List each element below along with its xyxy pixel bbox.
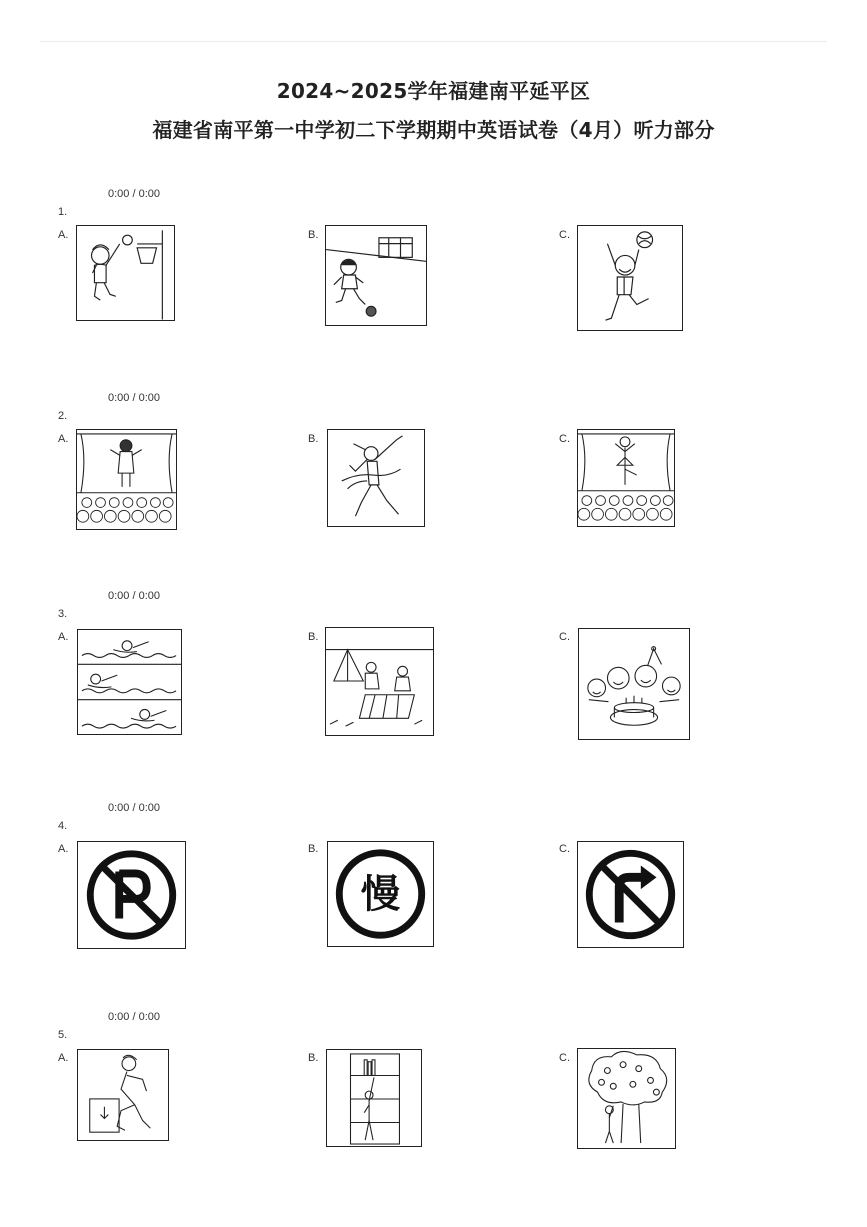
question-number: 5. — [58, 1029, 68, 1041]
slow-sign-icon[interactable] — [327, 841, 434, 947]
volleyball-player-icon[interactable] — [577, 225, 683, 331]
slow-sign-text: 慢 — [360, 872, 401, 918]
audio-player-time[interactable]: 0:00 / 0:00 — [108, 1011, 160, 1023]
option-label-c: C. — [559, 433, 570, 445]
question-1 — [0, 188, 867, 388]
swimming-race-icon[interactable] — [77, 629, 182, 735]
question-4 — [0, 802, 867, 1002]
option-label-c: C. — [559, 843, 570, 855]
birthday-party-icon[interactable] — [578, 628, 690, 740]
no-right-turn-sign-icon[interactable] — [577, 841, 684, 948]
option-label-a: A. — [58, 631, 69, 643]
question-3 — [0, 590, 867, 790]
audio-player-time[interactable]: 0:00 / 0:00 — [108, 802, 160, 814]
camping-picnic-icon[interactable] — [325, 627, 434, 736]
option-label-b: B. — [308, 1052, 319, 1064]
option-label-b: B. — [308, 631, 319, 643]
option-label-a: A. — [58, 433, 69, 445]
option-label-c: C. — [559, 631, 570, 643]
option-label-a: A. — [58, 843, 69, 855]
page-title-line-2: 福建省南平第一中学初二下学期期中英语试卷（4月）听力部分 — [152, 118, 715, 142]
audio-player-time[interactable]: 0:00 / 0:00 — [108, 590, 160, 602]
option-label-c: C. — [559, 229, 570, 241]
option-label-a: A. — [58, 229, 69, 241]
option-label-b: B. — [308, 229, 319, 241]
question-number: 1. — [58, 206, 68, 218]
page-top-divider — [40, 41, 827, 42]
girl-singing-on-stage-icon[interactable] — [76, 429, 177, 530]
no-parking-sign-icon[interactable] — [77, 841, 186, 949]
option-label-a: A. — [58, 1052, 69, 1064]
runner-finishing-race-icon[interactable] — [327, 429, 425, 527]
basketball-player-icon[interactable] — [76, 225, 175, 321]
audio-player-time[interactable]: 0:00 / 0:00 — [108, 188, 160, 200]
question-number: 2. — [58, 410, 68, 422]
question-5 — [0, 1011, 867, 1211]
option-label-c: C. — [559, 1052, 570, 1064]
ballet-dancer-on-stage-icon[interactable] — [577, 429, 675, 527]
page-title-line-1: 2024~2025学年福建南平延平区 — [276, 79, 591, 103]
question-2 — [0, 392, 867, 592]
soccer-player-icon[interactable] — [325, 225, 427, 326]
question-number: 3. — [58, 608, 68, 620]
option-label-b: B. — [308, 433, 319, 445]
child-under-apple-tree-icon[interactable] — [577, 1048, 676, 1149]
woman-lifting-box-icon[interactable] — [77, 1049, 169, 1141]
audio-player-time[interactable]: 0:00 / 0:00 — [108, 392, 160, 404]
question-number: 4. — [58, 820, 68, 832]
option-label-b: B. — [308, 843, 319, 855]
child-reaching-shelf-icon[interactable] — [326, 1049, 422, 1147]
